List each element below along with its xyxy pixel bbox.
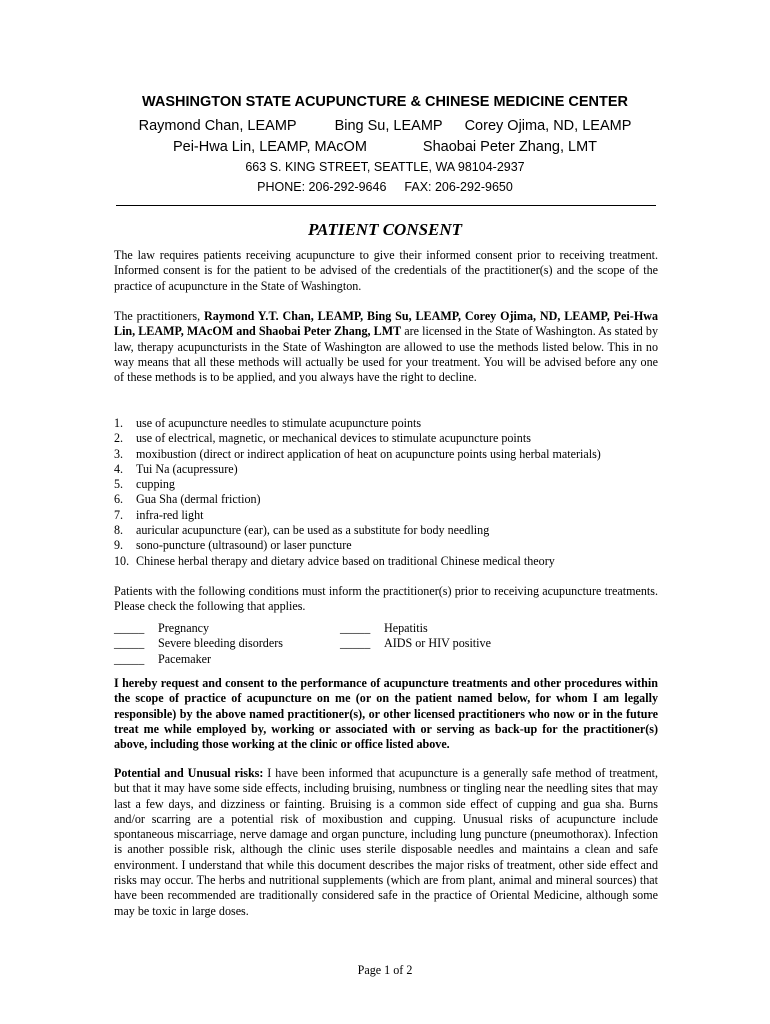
risks-text: I have been informed that acupuncture is a generally safe method of treatment, but that it may have some side effects, including bruising, numbness or tingling near the needling sites that may last a few days, and dizziness or fainting. Bruising is a common side effect of cupping and gua sha. Burns and/or scarring are a potential risk of moxibustion and cupping. Unusual risks of acupuncture include spontaneous miscarriage, nerve damage and organ puncture, including lung puncture (pneumothorax). Infection is another possible risk, although the clinic uses sterile disposable needles and maintains a clean and safe environment. I understand that while this document describes the major risks of treatment, other side effect and risks may occur. The herbs and nutritional supplements (which are from plant, animal and mineral sources) that have been recommended are traditionally considered safe in the practice of Oriental Medicine, although some may be toxic in large doses. [114,766,658,918]
list-text: moxibustion (direct or indirect application of heat on acupuncture points using herbal materials) [136,446,601,461]
list-item [114,477,674,492]
practitioners-names: Raymond Y.T. Chan, LEAMP, Bing Su, LEAMP, Corey Ojima, ND, LEAMP, Pei-Hwa Lin, LEAMP, MAcOM and Shaobai Peter Zhang, LMT [114,309,659,339]
condition-label: Severe bleeding disorders [158,636,283,651]
document-title: PATIENT CONSENT [307,220,463,239]
list-number: 5. [114,477,124,492]
list-item [114,538,674,553]
clinic-name: WASHINGTON STATE ACUPUNCTURE & CHINESE MEDICINE CENTER [141,94,629,110]
clinic-fax: FAX: 206-292-9650 [404,180,513,194]
condition-label: Hepatitis [384,621,428,635]
check-blank[interactable]: _____ [114,651,145,666]
condition-label: Pacemaker [158,651,212,666]
practitioner-name: Shaobai Peter Zhang, LMT [422,139,598,155]
practitioner-name: Bing Su, LEAMP [334,118,443,134]
practitioner-name: Corey Ojima, ND, LEAMP [464,118,632,134]
condition-label: AIDS or HIV positive [384,636,491,651]
practitioner-name: Pei-Hwa Lin, LEAMP, MAcOM [172,139,367,155]
list-text: Gua Sha (dermal friction) [136,492,261,507]
clinic-phone: PHONE: 206-292-9646 [257,180,387,194]
list-text: sono-puncture (ultrasound) or laser puncture [136,538,352,553]
practitioners-row-1 [0,118,770,134]
methods-list [114,416,674,569]
list-number: 9. [114,538,124,553]
list-item [114,416,674,431]
practitioners-row-2 [0,139,770,155]
list-number: 6. [114,492,124,507]
list-item [114,508,674,523]
list-item [114,523,674,538]
risks-paragraph [114,766,658,919]
conditions-intro: Patients with the following conditions must inform the practitioner(s) prior to receiving acupuncture treatments. Please check the following that applies. [114,584,658,614]
list-number: 10. [114,553,130,568]
list-item [114,462,674,477]
list-item [114,554,674,569]
practitioners-lead: The practitioners, [114,309,204,323]
list-item [114,447,674,462]
practitioners-paragraph [114,309,658,385]
condition-label: Pregnancy [158,621,210,635]
check-blank[interactable]: _____ [114,636,145,651]
page-number: Page 1 of 2 [357,963,413,977]
practitioners-rest: are licensed in the State of Washington. As stated by law, therapy acupuncturists in the State of Washington are allowed to use the methods listed below. This in no way means that all these methods will actually be used for your treatment. You will be advised before any one of these methods is to be applied, and you always have the right to decline. [114,324,659,385]
list-number: 8. [114,523,124,538]
consent-statement: I hereby request and consent to the performance of acupuncture treatments and other procedures within the scope of practice of acupuncture on me (or on the patient named below, for whom I am legally responsible) by the above named practitioner(s), or other licensed practitioners who now or in the future treat me while employed by, working or associated with or serving as back-up for the practitioner(s) above, including those working at the clinic or office listed above. [114,676,658,752]
list-text: infra-red light [136,507,204,522]
header-divider [116,205,656,206]
list-text: cupping [136,477,175,492]
list-number: 1. [114,416,124,430]
check-blank[interactable]: _____ [340,636,371,651]
clinic-contact [0,180,770,194]
check-blank[interactable]: _____ [114,621,145,635]
list-number: 4. [114,461,124,476]
clinic-address: 663 S. KING STREET, SEATTLE, WA 98104-2937 [245,160,525,174]
list-number: 2. [114,431,124,446]
list-item [114,492,674,507]
list-number: 3. [114,446,124,461]
practitioner-name: Raymond Chan, LEAMP [138,118,297,134]
risks-heading: Potential and Unusual risks: [114,766,264,780]
list-text: use of acupuncture needles to stimulate acupuncture points [136,416,422,430]
list-text: auricular acupuncture (ear), can be used as a substitute for body needling [136,523,490,538]
intro-paragraph: The law requires patients receiving acupuncture to give their informed consent prior to receiving treatment. Informed consent is for the patient to be advised of the credentials of the practitioner(s) and the scope of the practice of acupuncture in the State of Washington. [114,248,658,293]
list-text: Chinese herbal therapy and dietary advice based on traditional Chinese medical theory [136,553,555,568]
list-number: 7. [114,507,124,522]
list-item [114,431,674,446]
list-text: Tui Na (acupressure) [136,461,238,476]
check-blank[interactable]: _____ [340,621,371,635]
list-text: use of electrical, magnetic, or mechanical devices to stimulate acupuncture points [136,431,531,446]
